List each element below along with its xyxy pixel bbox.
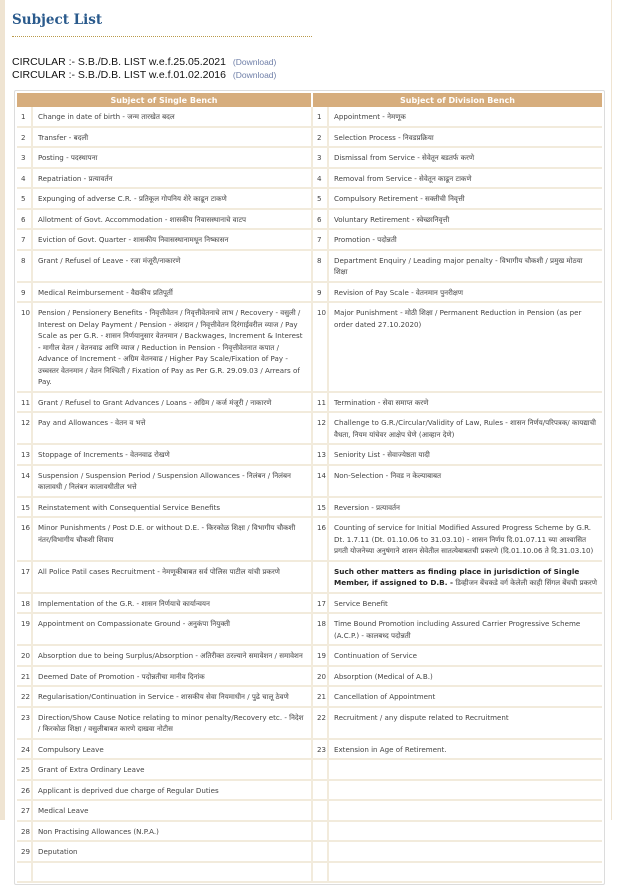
single-bench-subject: Non Practising Allowances (N.P.A.) [33, 822, 313, 843]
table-row [17, 667, 602, 688]
division-bench-subject: Revision of Pay Scale - वेतनमान पुनरीक्षण [329, 283, 602, 304]
division-bench-number: 13 [313, 445, 329, 466]
division-bench-number: 7 [313, 230, 329, 251]
single-bench-number: 17 [17, 562, 33, 594]
main-content [12, 0, 607, 885]
division-bench-number: 14 [313, 466, 329, 498]
table-row [17, 230, 602, 251]
division-bench-number: 21 [313, 687, 329, 708]
single-bench-subject: Deputation [33, 842, 313, 863]
division-bench-subject: Absorption (Medical of A.B.) [329, 667, 602, 688]
table-row [17, 781, 602, 802]
single-bench-subject: Change in date of birth - जन्म तारखेत बदल [33, 107, 313, 128]
single-bench-subject: Absorption due to being Surplus/Absorption - अतिरीक्त ठरल्याने समावेशन / समावेशन [33, 646, 313, 667]
division-bench-number: 22 [313, 708, 329, 740]
table-row [17, 646, 602, 667]
division-bench-subject [329, 863, 602, 884]
header-division-bench: Subject of Division Bench [313, 93, 602, 107]
table-row [17, 687, 602, 708]
division-bench-number: 5 [313, 189, 329, 210]
circular-label: CIRCULAR :- S.B./D.B. LIST w.e.f.25.05.2021 [12, 56, 226, 68]
division-bench-subject: Compulsory Retirement - सक्तीची निवृत्ती [329, 189, 602, 210]
table-row [17, 822, 602, 843]
division-bench-number [313, 562, 329, 594]
division-bench-subject: Non-Selection - निवड न केल्याबाबत [329, 466, 602, 498]
division-bench-number: 23 [313, 740, 329, 761]
division-bench-number: 17 [313, 594, 329, 615]
subject-table-container [14, 90, 605, 885]
single-bench-number: 19 [17, 614, 33, 646]
table-row [17, 594, 602, 615]
table-header-row [17, 93, 602, 107]
single-bench-number: 14 [17, 466, 33, 498]
division-bench-subject: Recruitment / any dispute related to Recruitment [329, 708, 602, 740]
single-bench-number: 2 [17, 128, 33, 149]
single-bench-number: 9 [17, 283, 33, 304]
table-row [17, 466, 602, 498]
single-bench-number: 13 [17, 445, 33, 466]
table-row [17, 148, 602, 169]
division-bench-subject [329, 801, 602, 822]
download-link[interactable]: (Download) [232, 70, 277, 80]
division-bench-subject: Time Bound Promotion including Assured Carrier Progressive Scheme (A.C.P.) - कालबध्द पदोन्नती [329, 614, 602, 646]
table-row [17, 283, 602, 304]
single-bench-number: 3 [17, 148, 33, 169]
page-left-border [0, 0, 5, 820]
single-bench-subject: Grant of Extra Ordinary Leave [33, 760, 313, 781]
table-row [17, 128, 602, 149]
single-bench-subject: Grant / Refusel to Grant Advances / Loans - अग्रिम / कर्ज मंजूरी / नाकारणे [33, 393, 313, 414]
single-bench-subject: Allotment of Govt. Accommodation - शासकीय निवासस्थानाचे वाटप [33, 210, 313, 231]
circular-item [12, 69, 607, 82]
division-bench-number: 16 [313, 518, 329, 562]
division-bench-subject: Service Benefit [329, 594, 602, 615]
division-bench-subject: Reversion - प्रत्यावर्तन [329, 498, 602, 519]
division-bench-subject: Extension in Age of Retirement. [329, 740, 602, 761]
table-row [17, 251, 602, 283]
single-bench-number: 29 [17, 842, 33, 863]
single-bench-number: 1 [17, 107, 33, 128]
table-row [17, 708, 602, 740]
single-bench-number: 11 [17, 393, 33, 414]
division-bench-subject: Appointment - नेमणूक [329, 107, 602, 128]
table-row [17, 863, 602, 884]
division-bench-number: 19 [313, 646, 329, 667]
division-bench-number: 20 [313, 667, 329, 688]
single-bench-number: 5 [17, 189, 33, 210]
single-bench-subject: Pay and Allowances - वेतन व भत्ते [33, 413, 313, 445]
division-bench-subject: Continuation of Service [329, 646, 602, 667]
download-link[interactable]: (Download) [232, 57, 277, 67]
division-bench-number: 18 [313, 614, 329, 646]
table-row [17, 107, 602, 128]
division-bench-subject [329, 562, 602, 594]
single-bench-subject [33, 863, 313, 884]
single-bench-number: 18 [17, 594, 33, 615]
table-row [17, 498, 602, 519]
single-bench-subject: Direction/Show Cause Notice relating to minor penalty/Recovery etc. - निदेश / किरकोळ शिक्षा / वसुलीबाबत कारणे दाखवा नोटीस [33, 708, 313, 740]
division-bench-number [313, 822, 329, 843]
single-bench-number: 25 [17, 760, 33, 781]
table-row [17, 169, 602, 190]
single-bench-number: 24 [17, 740, 33, 761]
table-row [17, 740, 602, 761]
single-bench-subject: Implementation of the G.R. - शासन निर्णयाचे कार्यान्वयन [33, 594, 313, 615]
single-bench-number: 20 [17, 646, 33, 667]
single-bench-subject: Reinstatement with Consequential Service Benefits [33, 498, 313, 519]
table-row [17, 413, 602, 445]
table-row [17, 562, 602, 594]
division-bench-subject: Dismissal from Service - सेवेतून बडतर्फ करणे [329, 148, 602, 169]
single-bench-subject: Posting - पदस्थापना [33, 148, 313, 169]
table-row [17, 760, 602, 781]
table-body [17, 107, 602, 883]
single-bench-subject: Repatriation - प्रत्यावर्तन [33, 169, 313, 190]
single-bench-number: 8 [17, 251, 33, 283]
division-bench-number: 4 [313, 169, 329, 190]
division-bench-subject: Promotion - पदोन्नती [329, 230, 602, 251]
table-row [17, 518, 602, 562]
division-bench-subject: Selection Process - निवडप्रक्रिया [329, 128, 602, 149]
division-bench-number: 9 [313, 283, 329, 304]
division-bench-number: 6 [313, 210, 329, 231]
single-bench-number: 7 [17, 230, 33, 251]
division-bench-number [313, 842, 329, 863]
single-bench-number: 6 [17, 210, 33, 231]
single-bench-subject: Transfer - बदली [33, 128, 313, 149]
single-bench-number: 28 [17, 822, 33, 843]
division-bench-number [313, 760, 329, 781]
single-bench-subject: Applicant is deprived due charge of Regular Duties [33, 781, 313, 802]
division-bench-number: 12 [313, 413, 329, 445]
division-bench-number [313, 863, 329, 884]
division-bench-number [313, 801, 329, 822]
division-bench-number: 3 [313, 148, 329, 169]
table-row [17, 842, 602, 863]
single-bench-subject: Pension / Pensionery Benefits - निवृत्तीवेतन / निवृत्तीवेतनाचे लाभ / Recovery - वसुली / Interest on Delay Payment / Pension - अंशदान / निवृत्तीवेतन दिरंगाईवरील व्याज / Pay Scale as per G.R. - शासन निर्णयानुसार वेतनमान / Backwages, Increment & Interest - मागील वेतन / वेतनवाढ आणि व्याज / Reduction in Pension - निवृत्तीवेतनात कपात / Advance of Increment - अग्रिम वेतनवाढ / Higher Pay Scale/Fixation of Pay - उच्चस्तर वेतनमान / वेतन निश्चिती / Fixation of Pay as Per G.R. 29.09.03 / Arrears of Pay. [33, 303, 313, 393]
single-bench-number: 27 [17, 801, 33, 822]
single-bench-subject: Appointment on Compassionate Ground - अनुकंपा नियुक्ती [33, 614, 313, 646]
division-bench-number: 1 [313, 107, 329, 128]
single-bench-number: 16 [17, 518, 33, 562]
division-bench-subject: Challenge to G.R./Circular/Validity of Law, Rules - शासन निर्णय/परिपत्रक/ कायद्याची वैधता, नियम यांचेवर आक्षेप घेणे (आव्हान देणे) [329, 413, 602, 445]
division-bench-subject: Cancellation of Appointment [329, 687, 602, 708]
single-bench-subject: Regularisation/Continuation in Service - शासकीय सेवा नियमाधीन / पुढे चालू ठेवणे [33, 687, 313, 708]
table-row [17, 210, 602, 231]
division-bench-subject: Seniority List - सेवाज्येष्ठता यादी [329, 445, 602, 466]
table-row [17, 303, 602, 393]
table-row [17, 393, 602, 414]
single-bench-number: 22 [17, 687, 33, 708]
single-bench-subject: All Police Patil cases Recruitment - नेमणूकीबाबत सर्व पोलिस पाटील यांची प्रकरणे [33, 562, 313, 594]
division-bench-subject [329, 760, 602, 781]
division-bench-subject [329, 822, 602, 843]
table-row [17, 614, 602, 646]
division-bench-subject-rest: डिव्हीजन बेंचकडे वर्ग केलेली काही सिंगल बेंचची प्रकरणे [453, 578, 597, 587]
page-right-border [611, 0, 618, 820]
circular-label: CIRCULAR :- S.B./D.B. LIST w.e.f.01.02.2016 [12, 69, 226, 81]
division-bench-number: 15 [313, 498, 329, 519]
division-bench-subject: Removal from Service - सेवेतून काढून टाकणे [329, 169, 602, 190]
table-row [17, 189, 602, 210]
single-bench-subject: Minor Punishments / Post D.E. or without D.E. - किरकोळ शिक्षा / विभागीय चौकशी नंतर/विभागीय चौकशी शिवाय [33, 518, 313, 562]
division-bench-subject [329, 781, 602, 802]
single-bench-number: 12 [17, 413, 33, 445]
table-row [17, 445, 602, 466]
single-bench-number: 4 [17, 169, 33, 190]
single-bench-number [17, 863, 33, 884]
division-bench-subject-bold: Such other matters as finding place in jurisdiction of Single Member, if assigned to D.B. - [334, 566, 580, 587]
single-bench-subject: Stoppage of Increments - वेतनवाढ रोखणे [33, 445, 313, 466]
single-bench-subject: Grant / Refusel of Leave - रजा मंजूरी/नाकारणे [33, 251, 313, 283]
division-bench-subject: Termination - सेवा समाप्त करणे [329, 393, 602, 414]
division-bench-subject: Voluntary Retirement - स्वेच्छानिवृत्ती [329, 210, 602, 231]
division-bench-number [313, 781, 329, 802]
single-bench-number: 26 [17, 781, 33, 802]
table-row [17, 801, 602, 822]
single-bench-number: 10 [17, 303, 33, 393]
header-single-bench: Subject of Single Bench [17, 93, 313, 107]
page-title: Subject List [12, 12, 312, 37]
single-bench-subject: Expunging of adverse C.R. - प्रतिकूल गोपनिय शेरे काढून टाकणे [33, 189, 313, 210]
single-bench-subject: Eviction of Govt. Quarter - शासकीय निवासस्थानामधून निष्कासन [33, 230, 313, 251]
single-bench-number: 21 [17, 667, 33, 688]
division-bench-subject: Counting of service for Initial Modified Assured Progress Scheme by G.R. Dt. 1.7.11 (Dt. 01.10.06 to 31.03.10) - शासन निर्णय दि.01.07.11 च्या आश्वासित प्रगती योजनेच्या अनुषंगाने शासन सेवेतील सातत्येबाबतची प्रकरणे (दि.01.10.06 ते दि.31.03.10) [329, 518, 602, 562]
single-bench-subject: Suspension / Suspension Period / Suspension Allowances - निलंबन / निलंबन कालावधी / निलंबन कालावधीतील भत्ते [33, 466, 313, 498]
single-bench-subject: Compulsory Leave [33, 740, 313, 761]
single-bench-number: 23 [17, 708, 33, 740]
circular-item [12, 56, 607, 69]
division-bench-subject [329, 842, 602, 863]
division-bench-number: 10 [313, 303, 329, 393]
single-bench-number: 15 [17, 498, 33, 519]
division-bench-subject: Major Punishment - मोठी शिक्षा / Permanent Reduction in Pension (as per order dated 27.10.2020) [329, 303, 602, 393]
subject-table [17, 93, 602, 883]
single-bench-subject: Deemed Date of Promotion - पदोन्नतीचा मानीव दिनांक [33, 667, 313, 688]
division-bench-number: 2 [313, 128, 329, 149]
division-bench-number: 8 [313, 251, 329, 283]
division-bench-subject: Department Enquiry / Leading major penalty - विभागीय चौकशी / प्रमुख मोठया शिक्षा [329, 251, 602, 283]
single-bench-subject: Medical Leave [33, 801, 313, 822]
single-bench-subject: Medical Reimbursement - वैद्यकीय प्रतिपूर्ती [33, 283, 313, 304]
circular-list [12, 56, 607, 82]
division-bench-number: 11 [313, 393, 329, 414]
